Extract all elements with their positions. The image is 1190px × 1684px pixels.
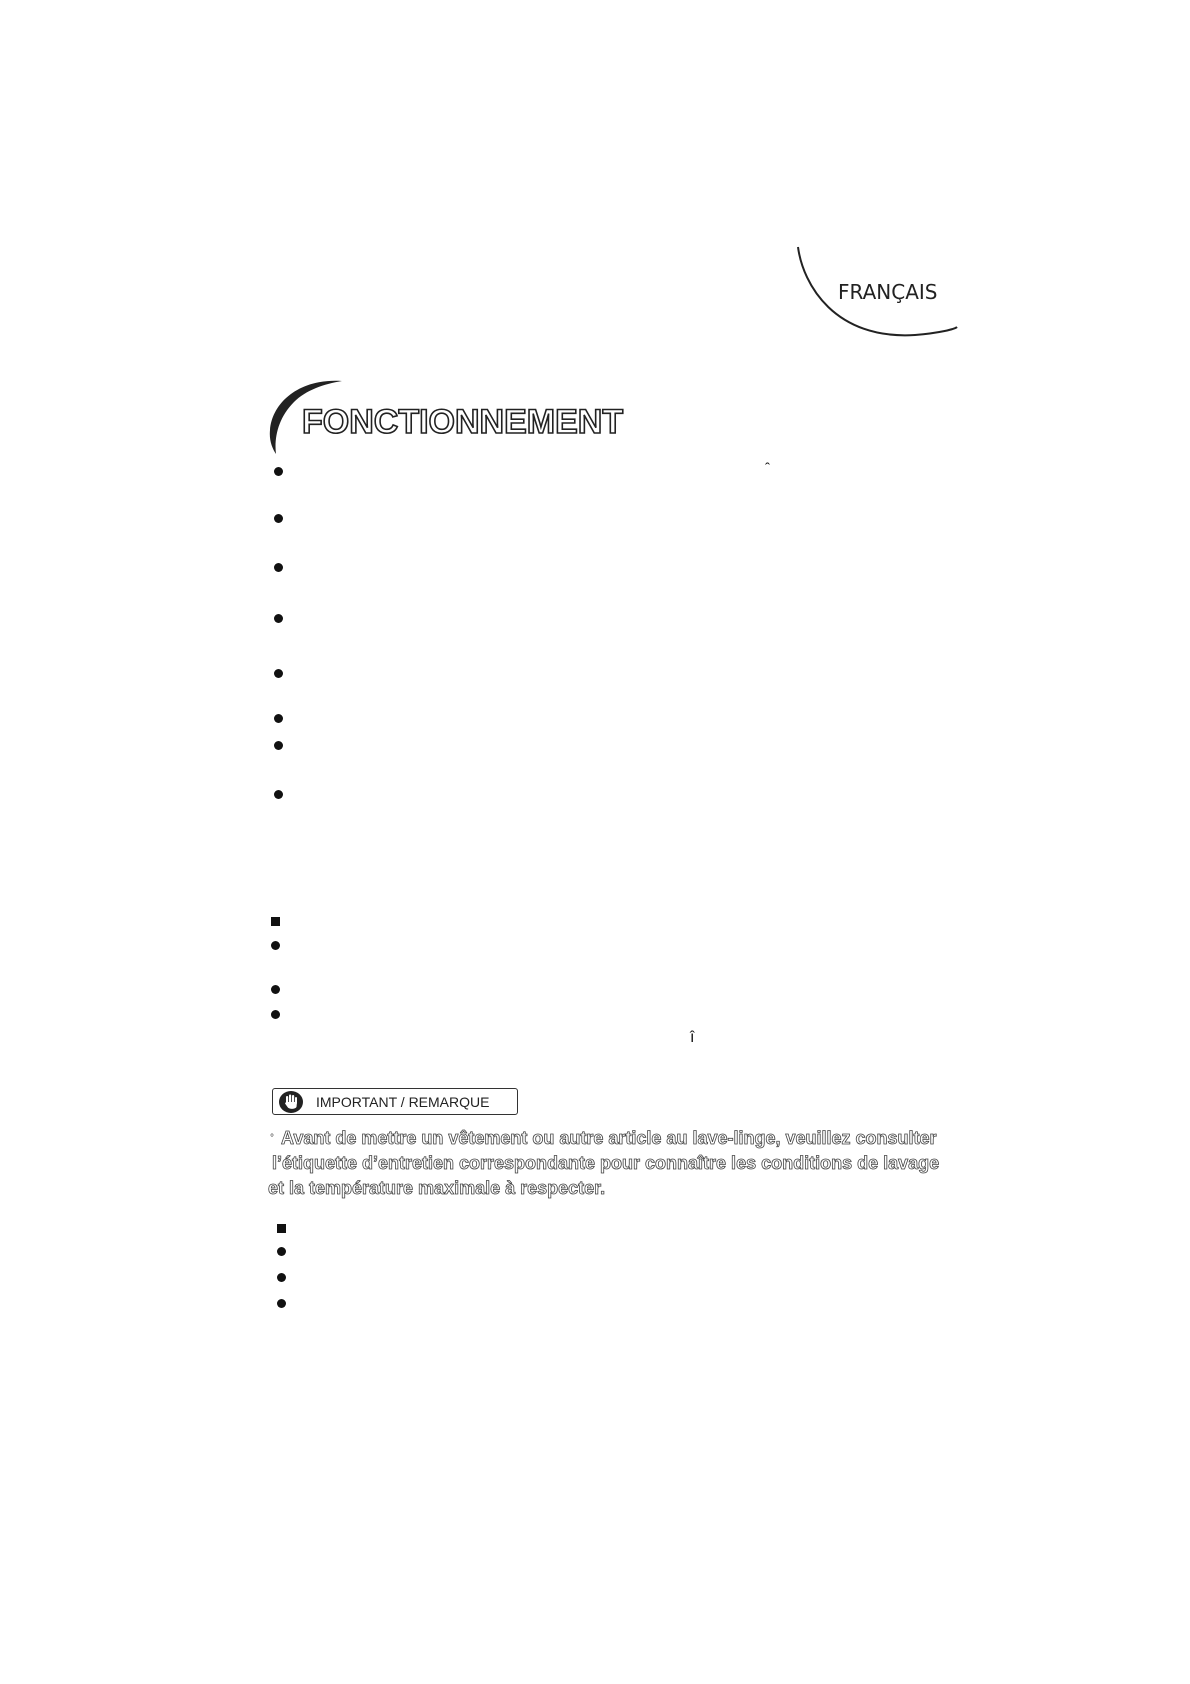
stray-i-circumflex: î xyxy=(690,1029,695,1046)
bullet-7 xyxy=(274,741,283,750)
bullet-6 xyxy=(274,714,283,723)
bullet-14 xyxy=(277,1299,286,1308)
bullet-12 xyxy=(277,1247,286,1256)
section-title: FONCTIONNEMENT xyxy=(302,403,624,441)
stray-caret: ˆ xyxy=(765,460,770,477)
bullet-3 xyxy=(274,563,283,572)
notice-line-1: Avant de mettre un vêtement ou autre article au lave-linge, veuillez consulter xyxy=(281,1128,937,1148)
bullet-10 xyxy=(271,985,280,994)
square-bullet-1 xyxy=(271,917,280,926)
bullet-9 xyxy=(271,941,280,950)
notice-line-3: et la température maximale à respecter. xyxy=(268,1178,606,1198)
square-bullet-2 xyxy=(277,1224,286,1233)
stop-hand-icon xyxy=(278,1090,304,1114)
important-badge-label: IMPORTANT / REMARQUE xyxy=(316,1094,490,1110)
bullet-4 xyxy=(274,614,283,623)
notice-marker: ° xyxy=(270,1133,274,1144)
bullet-11 xyxy=(271,1010,280,1019)
bullet-13 xyxy=(277,1273,286,1282)
language-tab-label: FRANÇAIS xyxy=(838,280,938,304)
bullet-8 xyxy=(274,790,283,799)
bullet-5 xyxy=(274,669,283,678)
bullet-1 xyxy=(274,467,283,476)
notice-line-2: l’étiquette d’entretien correspondante pour connaître les conditions de lavage xyxy=(272,1153,940,1173)
bullet-2 xyxy=(274,514,283,523)
